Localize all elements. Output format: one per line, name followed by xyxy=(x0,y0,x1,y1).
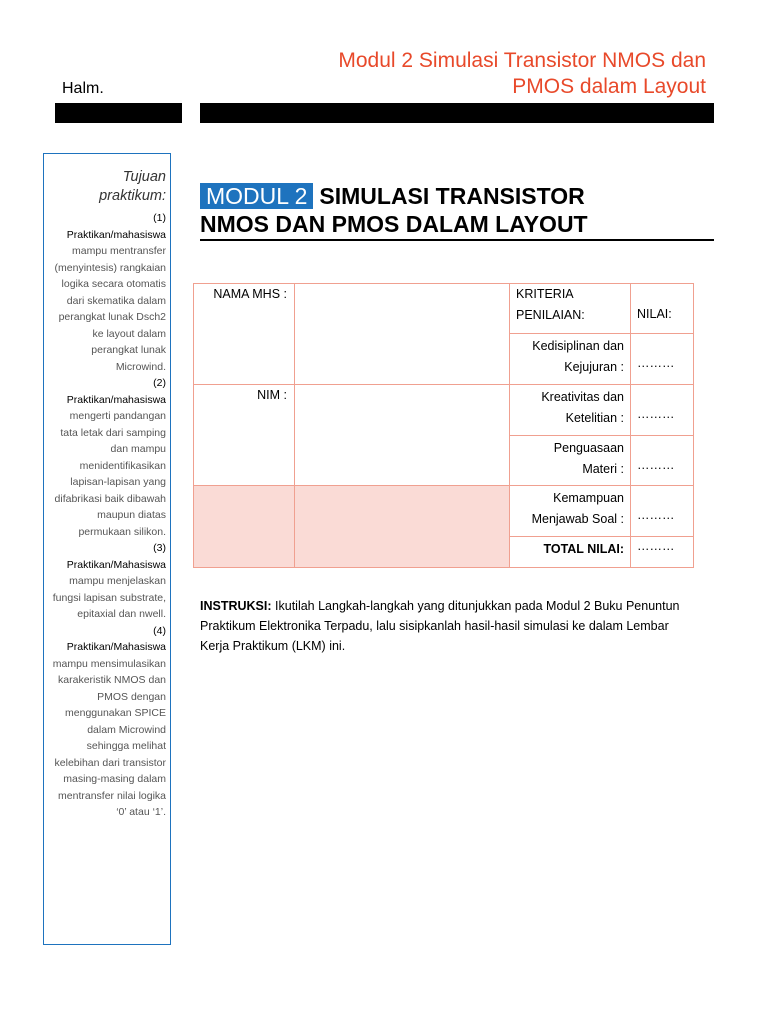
objective-text-line: fungsi lapisan substrate, xyxy=(52,591,166,604)
objective-text-line: karakeristik NMOS dan xyxy=(58,674,166,686)
header-bar-left xyxy=(55,103,182,123)
objective-text-line: mampu mentransfer xyxy=(72,245,166,257)
objective-text-line: mentransfer nilai logika xyxy=(58,789,166,802)
objective-text-line: mengerti pandangan xyxy=(69,410,166,422)
criteria-score[interactable]: ……… xyxy=(631,385,694,436)
objective-text-line: kelebihan dari transistor xyxy=(54,756,166,769)
objective-lead: Praktikan/mahasiswa xyxy=(66,228,166,241)
objective-text-line: perangkat lunak Dsch2 xyxy=(58,311,166,323)
objective-text-line: maupun diatas xyxy=(97,509,166,521)
objective-text-line: dalam Microwind xyxy=(87,723,166,736)
grading-table xyxy=(193,283,694,568)
objectives-sidebar xyxy=(43,153,171,945)
objective-text-line: logika secara otomatis xyxy=(61,278,166,290)
objective-text-line: tata letak dari samping xyxy=(60,426,166,439)
header-bar-right xyxy=(200,103,714,123)
criteria-item: Kedisiplinan dan Kejujuran : xyxy=(510,334,631,385)
module-header-title-line2: PMOS dalam Layout xyxy=(512,75,706,98)
criteria-item: Penguasaan Materi : xyxy=(510,436,631,486)
objective-number: (3) xyxy=(153,542,166,554)
objective-text-line: ke layout dalam xyxy=(92,327,166,340)
objective-text-line: ‘0’ atau ‘1’. xyxy=(116,806,166,818)
shaded-cell-left xyxy=(194,486,295,568)
total-score[interactable]: ……… xyxy=(631,537,694,568)
objectives-heading xyxy=(48,168,166,206)
objective-text-line: Microwind. xyxy=(115,360,166,373)
objective-text-line: dari skematika dalam xyxy=(66,294,166,307)
instructions-line1: Ikutilah Langkah-langkah yang ditunjukkan pada Modul 2 Buku Penuntun xyxy=(275,599,680,613)
instructions xyxy=(200,596,712,656)
objective-text-line: lapisan-lapisan yang xyxy=(70,476,166,488)
module-title-line2: NMOS DAN PMOS DALAM LAYOUT xyxy=(200,211,588,237)
objectives-heading-line2: praktikum: xyxy=(99,188,166,204)
instructions-label: INSTRUKSI: xyxy=(200,599,272,613)
objective-text-line: mampu mensimulasikan xyxy=(52,657,166,670)
objective-number: (2) xyxy=(153,377,166,389)
objective-text-line: difabrikasi baik dibawah xyxy=(54,492,166,505)
module-title-rest: SIMULASI TRANSISTOR xyxy=(319,183,585,209)
objective-text-line: (menyintesis) rangkaian xyxy=(54,261,166,274)
score-header: NILAI: xyxy=(631,284,694,334)
objective-text-line: perangkat lunak xyxy=(91,344,166,356)
student-id-field[interactable] xyxy=(295,385,510,486)
module-header-title xyxy=(230,48,706,100)
objective-text-line: masing-masing dalam xyxy=(63,773,166,785)
criteria-score[interactable]: ……… xyxy=(631,486,694,537)
criteria-score[interactable]: ……… xyxy=(631,334,694,385)
total-label: TOTAL NILAI: xyxy=(510,537,631,568)
objective-lead: Praktikan/Mahasiswa xyxy=(66,641,166,653)
objective-text-line: mampu menjelaskan xyxy=(69,575,166,587)
criteria-item: Kreativitas dan Ketelitian : xyxy=(510,385,631,436)
objective-text-line: menidentifikasikan xyxy=(79,459,166,472)
objective-text-line: PMOS dengan xyxy=(97,690,166,703)
instructions-line3: Kerja Praktikum (LKM) ini. xyxy=(200,639,346,653)
objective-number: (1) xyxy=(153,212,166,224)
objective-text-line: permukaan silikon. xyxy=(78,525,166,538)
shaded-cell-middle xyxy=(295,486,510,568)
criteria-header: KRITERIA PENILAIAN: xyxy=(510,284,631,334)
module-header-title-line1: Modul 2 Simulasi Transistor NMOS dan xyxy=(338,49,706,72)
objective-text-line: epitaxial dan nwell. xyxy=(77,608,166,620)
module-badge: MODUL 2 xyxy=(200,183,313,209)
objectives-heading-line1: Tujuan xyxy=(122,169,166,185)
module-title xyxy=(200,182,714,241)
objective-text-line: sehingga melihat xyxy=(86,740,166,752)
module-title-line1 xyxy=(200,182,714,210)
criteria-score[interactable]: ……… xyxy=(631,436,694,486)
objective-lead: Praktikan/Mahasiswa xyxy=(66,558,166,571)
criteria-item: Kemampuan Menjawab Soal : xyxy=(510,486,631,537)
objectives-list xyxy=(48,210,166,821)
objective-text-line: dan mampu xyxy=(110,443,166,455)
objective-lead: Praktikan/mahasiswa xyxy=(66,393,166,406)
objective-number: (4) xyxy=(153,624,166,637)
page-number-label: Halm. xyxy=(62,80,104,97)
student-name-field[interactable] xyxy=(295,284,510,385)
objective-text-line: menggunakan SPICE xyxy=(65,707,166,719)
student-id-label: NIM : xyxy=(194,385,295,486)
instructions-line2: Praktikum Elektronika Terpadu, lalu sisipkanlah hasil-hasil simulasi ke dalam Lembar xyxy=(200,619,669,633)
student-name-label: NAMA MHS : xyxy=(194,284,295,385)
